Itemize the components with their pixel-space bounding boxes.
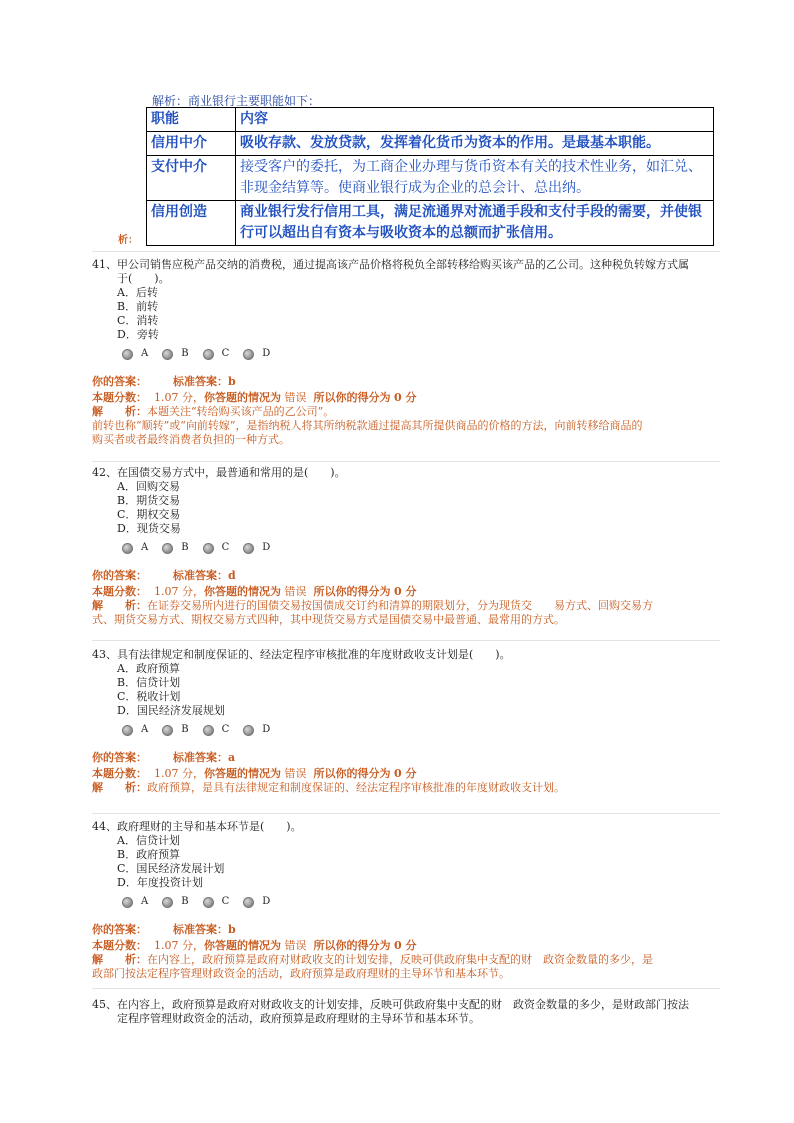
radio-button[interactable]	[203, 349, 214, 360]
answer-option: D．年度投资计划	[117, 876, 203, 889]
question-block	[92, 648, 722, 795]
radio-button[interactable]	[243, 725, 254, 736]
radio-button[interactable]	[122, 543, 133, 554]
got-label: 所以你的得分为	[313, 585, 391, 598]
got-label: 所以你的得分为	[313, 391, 391, 404]
question-text: 甲公司销售应税产品交纳的消费税，通过提高该产品价格将税负全部转移给购买该产品的乙公司。这种税负转嫁方式属	[117, 258, 689, 271]
answer-option: B．前转	[117, 300, 159, 313]
answer-option: A．信贷计划	[117, 834, 180, 847]
got-value: 0 分	[394, 767, 417, 780]
answer-option: A．政府预算	[117, 662, 180, 675]
your-answer-label: 你的答案：	[92, 923, 147, 936]
score-line	[92, 939, 722, 953]
radio-label: C	[221, 348, 230, 359]
table-header-row	[147, 108, 714, 132]
answer-option: B．信贷计划	[117, 676, 181, 689]
table-row	[147, 201, 714, 246]
answer-option: B．政府预算	[117, 848, 181, 861]
radio-button[interactable]	[243, 349, 254, 360]
answer-radio-group[interactable]	[92, 895, 722, 909]
divider	[92, 461, 720, 462]
explanation-text: 政府预算，是具有法律规定和制度保证的、经法定程序审核批准的年度财政收支计划。	[147, 781, 565, 794]
answer-radio-group[interactable]	[92, 723, 722, 737]
radio-label: D	[262, 896, 271, 907]
radio-label: D	[262, 542, 271, 553]
question-text: 具有法律规定和制度保证的、经法定程序审核批准的年度财政收支计划是( )。	[117, 648, 511, 661]
divider	[92, 640, 720, 641]
status-value: 错误	[284, 939, 307, 952]
std-answer-value: b	[228, 923, 236, 936]
divider	[92, 988, 720, 989]
radio-label: A	[141, 348, 149, 359]
your-answer-label: 你的答案：	[92, 375, 147, 388]
got-value: 0 分	[394, 939, 417, 952]
answer-option: C．税收计划	[117, 690, 181, 703]
score-value: 1.07 分，	[154, 585, 204, 598]
answer-option: C．期权交易	[117, 508, 181, 521]
radio-label: A	[141, 724, 149, 735]
got-value: 0 分	[394, 391, 417, 404]
radio-label: A	[141, 896, 149, 907]
score-line	[92, 391, 722, 405]
answer-option: A．回购交易	[117, 480, 180, 493]
function-name: 信用创造	[147, 201, 236, 246]
radio-label: B	[181, 896, 189, 907]
question-text: 于( )。	[117, 272, 170, 285]
function-name: 信用中介	[147, 132, 236, 156]
answer-line	[92, 923, 722, 937]
std-answer-label: 标准答案：	[173, 923, 228, 936]
radio-label: D	[262, 724, 271, 735]
explain-label: 解 析：	[92, 599, 147, 612]
score-label: 本题分数：	[92, 391, 147, 404]
header-content: 内容	[236, 108, 714, 132]
answer-line	[92, 751, 722, 765]
question-text: 定程序管理财政资金的活动，政府预算是政府理财的主导环节和基本环节。	[117, 1012, 480, 1025]
status-value: 错误	[284, 585, 307, 598]
score-line	[92, 767, 722, 781]
answer-option: D．现货交易	[117, 522, 181, 535]
leftover-label: 析：	[118, 235, 138, 246]
radio-label: A	[141, 542, 149, 553]
radio-button[interactable]	[243, 897, 254, 908]
question-text: 在国债交易方式中，最普通和常用的是( )。	[117, 466, 346, 479]
answer-radio-group[interactable]	[92, 541, 722, 555]
got-value: 0 分	[394, 585, 417, 598]
score-line	[92, 585, 722, 599]
std-answer-value: a	[228, 751, 236, 764]
function-content: 吸收存款、发放贷款，发挥着化货币为资本的作用。是最基本职能。	[236, 132, 714, 156]
explanation-intro: 解析：商业银行主要职能如下：	[152, 94, 321, 108]
radio-button[interactable]	[203, 725, 214, 736]
explanation-text: 本题关注“转给购买该产品的乙公司”。	[147, 405, 335, 418]
explain-label: 解 析：	[92, 405, 147, 418]
explain-label: 解 析：	[92, 781, 147, 794]
answer-line	[92, 375, 722, 389]
score-label: 本题分数：	[92, 939, 147, 952]
radio-button[interactable]	[122, 349, 133, 360]
answer-option: A．后转	[117, 286, 158, 299]
status-label: 你答题的情况为	[204, 939, 281, 952]
got-label: 所以你的得分为	[313, 767, 391, 780]
question-text: 在内容上，政府预算是政府对财政收支的计划安排，反映可供政府集中支配的财 政资金数量的多少，是财政部门按法	[117, 998, 689, 1011]
radio-label: B	[181, 724, 189, 735]
function-name: 支付中介	[147, 156, 236, 201]
answer-option: D．旁转	[117, 328, 159, 341]
radio-button[interactable]	[243, 543, 254, 554]
got-label: 所以你的得分为	[313, 939, 391, 952]
score-value: 1.07 分，	[154, 391, 204, 404]
question-number: 43、	[92, 648, 117, 661]
radio-button[interactable]	[203, 543, 214, 554]
radio-button[interactable]	[203, 897, 214, 908]
explanation-text: 购买者或者最终消费者负担的一种方式。	[92, 433, 290, 446]
question-number: 42、	[92, 466, 117, 479]
radio-button[interactable]	[162, 897, 173, 908]
status-label: 你答题的情况为	[204, 767, 281, 780]
score-value: 1.07 分，	[154, 939, 204, 952]
answer-radio-group[interactable]	[92, 347, 722, 361]
radio-label: C	[221, 542, 230, 553]
question-45	[92, 998, 722, 1026]
radio-label: B	[181, 542, 189, 553]
table-row	[147, 156, 714, 201]
status-label: 你答题的情况为	[204, 391, 281, 404]
explanation-text: 式、期货交易方式、期权交易方式四种，其中现货交易方式是国债交易中最普通、最常用的方式。	[92, 613, 565, 626]
status-label: 你答题的情况为	[204, 585, 281, 598]
question-number: 45、	[92, 998, 117, 1011]
question-block	[92, 258, 722, 447]
radio-label: C	[221, 896, 230, 907]
question-number: 41、	[92, 258, 117, 271]
score-value: 1.07 分，	[154, 767, 204, 780]
bank-functions-table	[146, 107, 714, 246]
radio-button[interactable]	[162, 349, 173, 360]
radio-button[interactable]	[162, 725, 173, 736]
std-answer-value: d	[228, 569, 236, 582]
function-content: 商业银行发行信用工具，满足流通界对流通手段和支付手段的需要，并使银行可以超出自有资本与吸收资本的总额而扩张信用。	[236, 201, 714, 246]
status-value: 错误	[284, 767, 307, 780]
your-answer-label: 你的答案：	[92, 569, 147, 582]
radio-button[interactable]	[122, 897, 133, 908]
divider	[92, 813, 720, 814]
explanation-text: 在内容上，政府预算是政府对财政收支的计划安排，反映可供政府集中支配的财 政资金数量的多少，是	[147, 953, 653, 966]
score-label: 本题分数：	[92, 767, 147, 780]
answer-option: C．消转	[117, 314, 159, 327]
question-block	[92, 466, 722, 627]
question-number: 44、	[92, 820, 117, 833]
explanation-text: 在证券交易所内进行的国债交易按国债成交订约和清算的期限划分，分为现货交 易方式、回购交易方	[147, 599, 653, 612]
answer-option: D．国民经济发展规划	[117, 704, 225, 717]
radio-label: B	[181, 348, 189, 359]
table-row	[147, 132, 714, 156]
function-content: 接受客户的委托，为工商企业办理与货币资本有关的技术性业务，如汇兑、非现金结算等。使商业银行成为企业的总会计、总出纳。	[236, 156, 714, 201]
question-text: 政府理财的主导和基本环节是( )。	[117, 820, 302, 833]
score-label: 本题分数：	[92, 585, 147, 598]
header-function: 职能	[147, 108, 236, 132]
radio-label: D	[262, 348, 271, 359]
status-value: 错误	[284, 391, 307, 404]
answer-option: B．期货交易	[117, 494, 181, 507]
answer-option: C．国民经济发展计划	[117, 862, 225, 875]
your-answer-label: 你的答案：	[92, 751, 147, 764]
answer-line	[92, 569, 722, 583]
std-answer-label: 标准答案：	[173, 751, 228, 764]
explain-label: 解 析：	[92, 953, 147, 966]
std-answer-value: b	[228, 375, 236, 388]
question-block	[92, 820, 722, 981]
radio-button[interactable]	[122, 725, 133, 736]
explanation-text: 政部门按法定程序管理财政资金的活动，政府预算是政府理财的主导环节和基本环节。	[92, 967, 510, 980]
radio-button[interactable]	[162, 543, 173, 554]
explanation-text: 前转也称“顺转”或“向前转嫁”，是指纳税人将其所纳税款通过提高其所提供商品的价格的方法，向前转移给商品的	[92, 419, 643, 432]
std-answer-label: 标准答案：	[173, 375, 228, 388]
divider	[92, 251, 720, 252]
radio-label: C	[221, 724, 230, 735]
std-answer-label: 标准答案：	[173, 569, 228, 582]
